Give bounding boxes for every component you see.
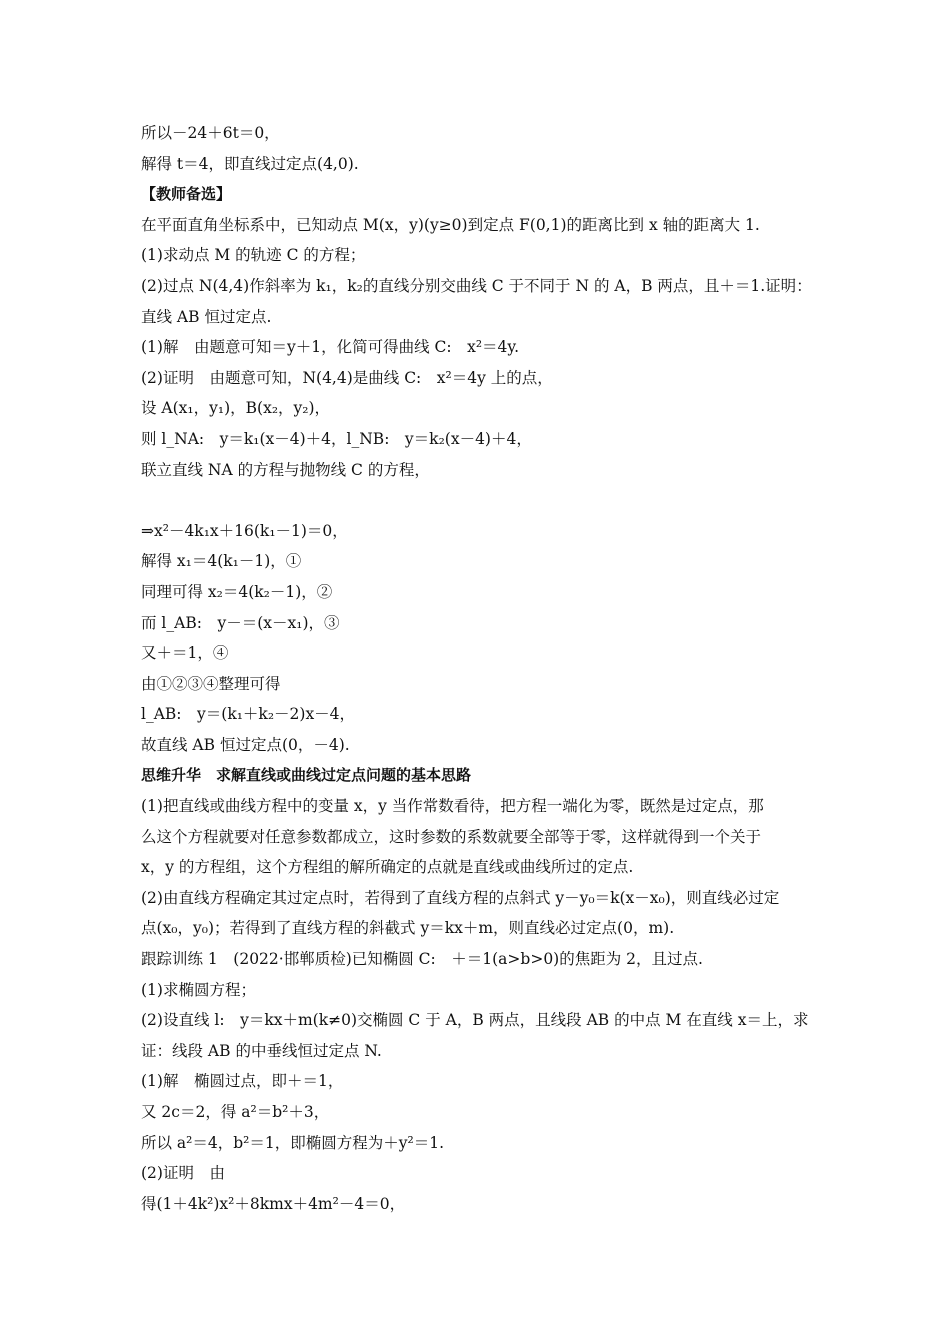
text-line: ⇒x²－4k₁x＋16(k₁－1)＝0， <box>141 521 348 540</box>
text-line: (2)过点 N(4,4)作斜率为 k₁，k₂的直线分别交曲线 C 于不同于 N 的 A，B 两点，且＋＝1.证明： <box>141 276 812 295</box>
text-line: (2)设直线 l: y＝kx＋m(k≠0)交椭圆 C 于 A，B 两点，且线段 AB 的中点 M 在直线 x＝上，求 <box>141 1011 809 1030</box>
text-line: 故直线 AB 恒过定点(0，－4). <box>141 735 350 754</box>
text-line: 么这个方程就要对任意参数都成立，这时参数的系数就要全部等于零，这样就得到一个关于 <box>141 827 762 846</box>
text-line: (1)求动点 M 的轨迹 C 的方程； <box>141 246 366 265</box>
section-heading: 思维升华 求解直线或曲线过定点问题的基本思路 <box>141 766 472 785</box>
text-line: (1)解 由题意可知＝y＋1，化简可得曲线 C: x²＝4y. <box>141 338 520 357</box>
text-line: 解得 x₁＝4(k₁－1)，① <box>141 552 302 571</box>
document-body <box>141 118 821 1219</box>
text-line: 所以 a²＝4，b²＝1，即椭圆方程为＋y²＝1. <box>141 1133 445 1152</box>
text-line: 证：线段 AB 的中垂线恒过定点 N. <box>141 1041 382 1060</box>
text-line: 而 l_AB: y－＝(x－x₁)，③ <box>141 613 340 632</box>
text-line: 则 l_NA: y＝k₁(x－4)＋4，l_NB: y＝k₂(x－4)＋4， <box>141 429 532 448</box>
text-line: (1)解 椭圆过点，即＋＝1， <box>141 1072 344 1091</box>
text-line: (2)由直线方程确定其过定点时，若得到了直线方程的点斜式 y－y₀＝k(x－x₀)，则直线必过定 <box>141 888 780 907</box>
blank-line <box>141 485 821 516</box>
text-line: 联立直线 NA 的方程与抛物线 C 的方程， <box>141 460 430 479</box>
text-line: l_AB: y＝(k₁＋k₂－2)x－4， <box>141 705 356 724</box>
text-line: (1)把直线或曲线方程中的变量 x，y 当作常数看待，把方程一端化为零，既然是过定点，那 <box>141 797 764 816</box>
text-line: 点(x₀，y₀)；若得到了直线方程的斜截式 y＝kx＋m，则直线必过定点(0，m). <box>141 919 675 938</box>
text-line: 同理可得 x₂＝4(k₂－1)，② <box>141 582 333 601</box>
text-line: (2)证明 由 <box>141 1164 225 1183</box>
text-line: 由①②③④整理可得 <box>141 674 281 693</box>
section-heading: 【教师备选】 <box>141 185 232 204</box>
text-line: (2)证明 由题意可知，N(4,4)是曲线 C: x²＝4y 上的点， <box>141 368 553 387</box>
text-line: 解得 t＝4，即直线过定点(4,0). <box>141 154 359 173</box>
text-line: 又 2c＝2，得 a²＝b²＋3， <box>141 1103 330 1121</box>
text-line: 跟踪训练 1 (2022·邯郸质检)已知椭圆 C: ＋＝1(a>b>0)的焦距为 2，且过点. <box>141 950 703 969</box>
text-line: 设 A(x₁，y₁)，B(x₂，y₂)， <box>141 399 331 418</box>
text-line: 在平面直角坐标系中，已知动点 M(x，y)(y≥0)到定点 F(0,1)的距离比到 x 轴的距离大 1. <box>141 215 760 234</box>
text-line: x，y 的方程组，这个方程组的解所确定的点就是直线或曲线所过的定点. <box>141 858 634 877</box>
text-line: 所以－24＋6t＝0， <box>141 124 280 142</box>
text-line: 直线 AB 恒过定点. <box>141 307 272 326</box>
text-line: 又＋＝1，④ <box>141 644 229 663</box>
text-line: (1)求椭圆方程； <box>141 980 256 999</box>
text-line: 得(1＋4k²)x²＋8kmx＋4m²－4＝0， <box>141 1194 406 1213</box>
